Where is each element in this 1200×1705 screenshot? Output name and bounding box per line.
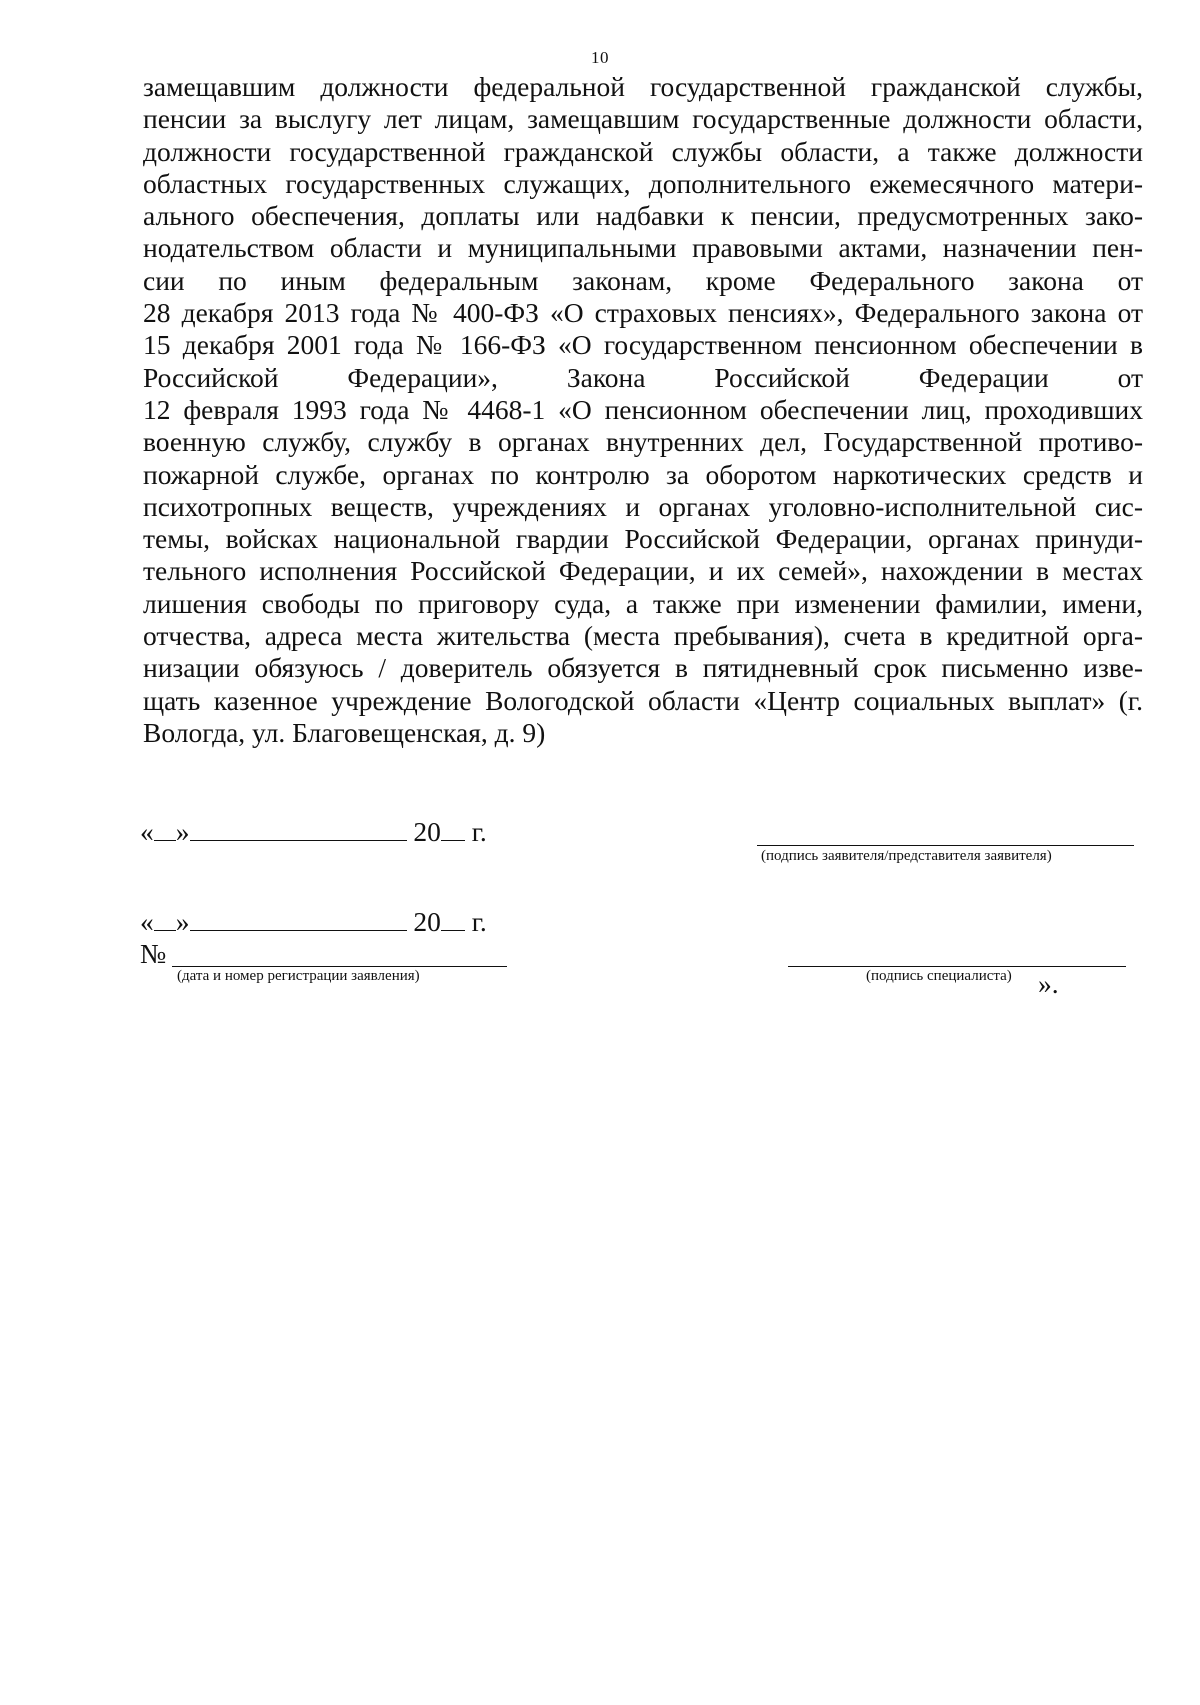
body-line: пенсии за выслугу лет лицам, замещавшим государственные должности области, (143, 103, 1143, 135)
body-line: 28 декабря 2013 года № 400-ФЗ «О страховых пенсиях», Федерального закона от (143, 297, 1143, 329)
registration-number-label: № (140, 938, 167, 969)
body-line: Вологда, ул. Благовещенская, д. 9) (143, 716, 546, 748)
body-line: военную службу, службу в органах внутренних дел, Государственной противо- (143, 426, 1143, 458)
year-suffix: г. (464, 816, 487, 847)
body-line: темы, войсках национальной гвардии Российской Федерации, органах принуди- (143, 523, 1143, 555)
specialist-signature-line (788, 966, 1126, 967)
closing-quote-mark: ». (1038, 968, 1059, 999)
page-number: 10 (591, 48, 609, 67)
close-quote: » (175, 906, 190, 937)
applicant-signature-caption: (подпись заявителя/представителя заявителя) (761, 848, 1052, 864)
year-blank (441, 816, 465, 841)
body-line: отчества, адреса места жительства (места пребывания), счета в кредитной орга- (143, 620, 1143, 652)
body-line: сии по иным федеральным законам, кроме Федерального закона от (143, 264, 1143, 296)
year-prefix: 20 (413, 906, 441, 937)
year-blank (441, 906, 465, 931)
year-suffix: г. (464, 906, 487, 937)
applicant-date-row (140, 816, 487, 848)
body-line: тельного исполнения Российской Федерации, и их семей», нахождении в местах (143, 555, 1143, 587)
day-blank (154, 906, 176, 931)
body-line: пожарной службе, органах по контролю за оборотом наркотических средств и (143, 458, 1143, 490)
open-quote: « (140, 906, 154, 937)
body-text (143, 71, 1143, 749)
close-quote: » (175, 816, 190, 847)
body-line: областных государственных служащих, дополнительного ежемесячного матери- (143, 167, 1143, 199)
body-line: щать казенное учреждение Вологодской области «Центр социальных выплат» (г. (143, 684, 1143, 716)
body-line: 15 декабря 2001 года № 166-ФЗ «О государственном пенсионном обеспечении в (143, 329, 1143, 361)
body-line: низации обязуюсь / доверитель обязуется в пятидневный срок письменно изве- (143, 652, 1143, 684)
month-blank (190, 906, 407, 931)
open-quote: « (140, 816, 154, 847)
body-line: 12 февраля 1993 года № 4468-1 «О пенсионном обеспечении лиц, проходивших (143, 393, 1143, 425)
month-blank (190, 816, 407, 841)
body-line: нодательством области и муниципальными правовыми актами, назначении пен- (143, 232, 1143, 264)
body-line: замещавшим должности федеральной государственной гражданской службы, (143, 71, 1143, 102)
specialist-signature-caption: (подпись специалиста) (866, 968, 1012, 984)
registration-date-row (140, 906, 487, 938)
registration-caption: (дата и номер регистрации заявления) (177, 968, 420, 984)
year-prefix: 20 (413, 816, 441, 847)
body-line: психотропных веществ, учреждениях и органах уголовно-исполнительной сис- (143, 490, 1143, 522)
body-line: должности государственной гражданской службы области, а также должности (143, 135, 1143, 167)
day-blank (154, 816, 176, 841)
registration-line (172, 966, 507, 967)
body-line: ального обеспечения, доплаты или надбавки к пенсии, предусмотренных зако- (143, 200, 1143, 232)
applicant-signature-line (757, 845, 1134, 846)
body-line: Российской Федерации», Закона Российской Федерации от (143, 361, 1143, 393)
body-line: лишения свободы по приговору суда, а также при изменении фамилии, имени, (143, 587, 1143, 619)
